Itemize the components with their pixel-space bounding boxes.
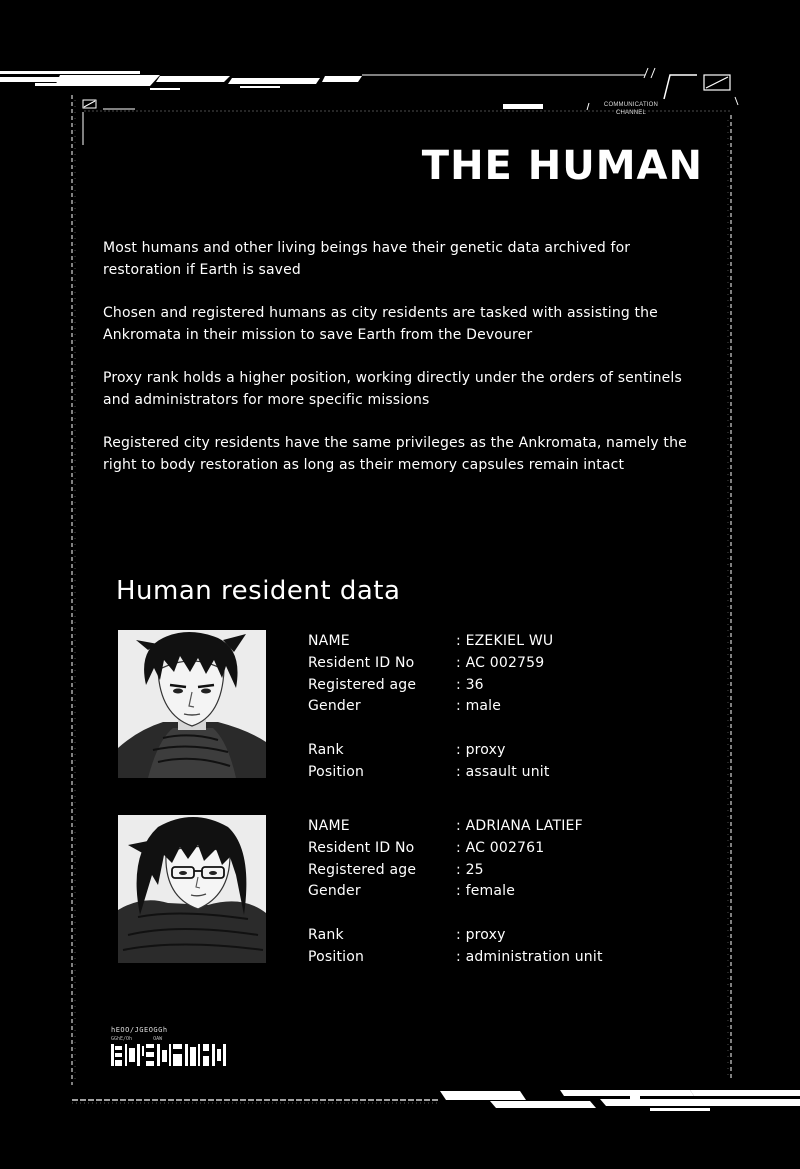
value-name: : EZEKIEL WU <box>456 633 554 649</box>
label-age: Registered age <box>308 676 417 693</box>
value-resident-id: : AC 002761 <box>456 839 545 856</box>
label-age: Registered age <box>308 861 417 878</box>
record-row-name <box>308 816 668 838</box>
resident-record-2 <box>308 816 668 969</box>
footer-code: hEOO/JGEOGGh <box>111 1026 168 1034</box>
value-age: : 36 <box>456 676 484 693</box>
record-row-position <box>308 947 668 969</box>
communication-channel-label <box>596 101 666 117</box>
resident-record-1 <box>308 631 668 784</box>
label-resident-id: Resident ID No <box>308 654 415 671</box>
record-row-gender <box>308 881 668 903</box>
barcode-icon <box>111 1044 231 1068</box>
record-row-age <box>308 675 668 697</box>
record-row-resident-id <box>308 838 668 860</box>
comm-line-2: CHANNEL <box>615 110 647 116</box>
record-row-rank <box>308 740 668 762</box>
page-title: THE HUMAN <box>421 143 703 189</box>
value-position: : administration unit <box>456 948 603 965</box>
record-row-name <box>308 631 668 653</box>
label-name: NAME <box>308 818 350 834</box>
value-age: : 25 <box>456 861 484 878</box>
value-position: : assault unit <box>456 763 550 780</box>
value-rank: : proxy <box>456 926 506 943</box>
label-resident-id: Resident ID No <box>308 839 415 856</box>
label-gender: Gender <box>308 698 361 715</box>
value-gender: : male <box>456 698 502 715</box>
paragraph-3: Proxy rank holds a higher position, working directly under the orders of sentinels and administrators for more specific missions <box>103 370 682 408</box>
paragraph-1: Most humans and other living beings have their genetic data archived for restoration if Earth is saved <box>103 240 631 278</box>
label-rank: Rank <box>308 741 344 758</box>
paragraph-2: Chosen and registered humans as city residents are tasked with assisting the Ankromata in their mission to save Earth from the Devourer <box>103 305 658 343</box>
intro-paragraphs <box>103 238 703 498</box>
record-row-gender <box>308 696 668 718</box>
label-position: Position <box>308 948 365 965</box>
label-rank: Rank <box>308 926 344 943</box>
footer-sub-2: OAW <box>153 1036 163 1042</box>
paragraph-4: Registered city residents have the same privileges as the Ankromata, namely the right to body restoration as long as their memory capsules remain intact <box>103 435 687 473</box>
value-gender: : female <box>456 883 516 900</box>
label-gender: Gender <box>308 883 361 900</box>
value-rank: : proxy <box>456 741 506 758</box>
portrait-ezekiel-wu <box>118 630 266 778</box>
record-row-resident-id <box>308 653 668 675</box>
footer-subcodes <box>111 1036 162 1042</box>
value-resident-id: : AC 002759 <box>456 654 545 671</box>
footer-sub-1: GGhE/Oh <box>111 1036 133 1042</box>
label-name: NAME <box>308 633 350 649</box>
record-row-position <box>308 762 668 784</box>
record-row-age <box>308 860 668 882</box>
portrait-adriana-latief <box>118 815 266 963</box>
record-row-rank <box>308 925 668 947</box>
value-name: : ADRIANA LATIEF <box>456 818 583 834</box>
label-position: Position <box>308 763 365 780</box>
comm-line-1: COMMUNICATION <box>603 102 659 108</box>
section-title: Human resident data <box>116 576 401 606</box>
